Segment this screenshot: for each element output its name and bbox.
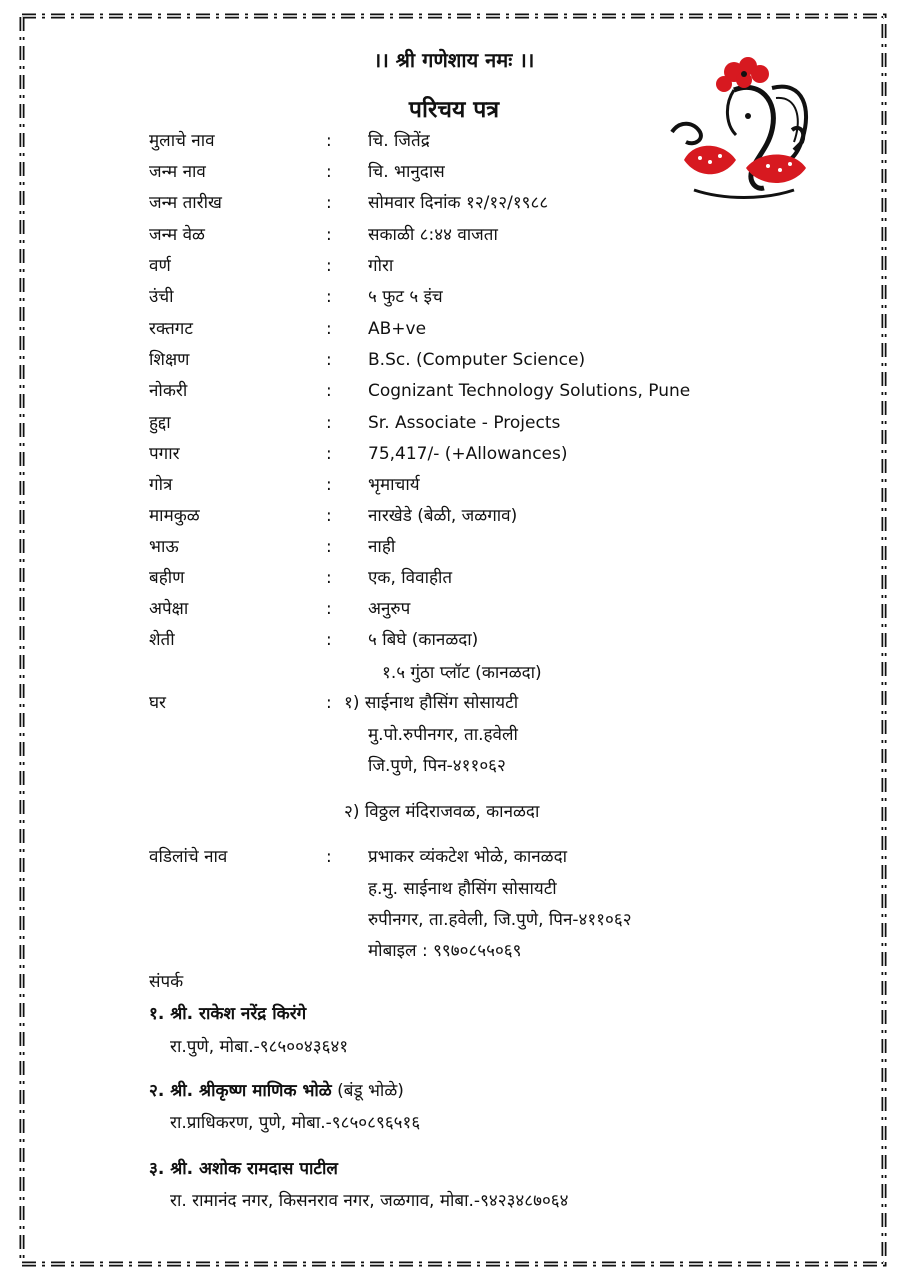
colon: : — [326, 537, 332, 557]
father-line-1: प्रभाकर व्यंकटेश भोळे, कानळदा — [368, 847, 568, 867]
value-name: चि. जितेंद्र — [368, 131, 430, 151]
label-salary: पगार — [149, 444, 180, 464]
colon: : — [326, 131, 332, 151]
invocation-heading: ।। श्री गणेशाय नमः ।। — [373, 48, 535, 72]
value-farm-plot: १.५ गुंठा प्लॉट (कानळदा) — [382, 663, 542, 683]
label-mamkul: मामकुळ — [149, 506, 200, 526]
contact-3-detail: रा. रामानंद नगर, किसनराव नगर, जळगाव, मोबा.-९४२३४८७०६४ — [170, 1191, 569, 1211]
label-education: शिक्षण — [149, 350, 190, 370]
label-designation: हुद्दा — [149, 413, 171, 433]
label-height: उंची — [149, 287, 174, 307]
label-birth-name: जन्म नाव — [149, 162, 206, 182]
contact-1-detail: रा.पुणे, मोबा.-९८५००४३६४१ — [170, 1037, 349, 1057]
page-title: परिचय पत्र — [408, 97, 500, 123]
colon: : — [326, 568, 332, 588]
label-father: वडिलांचे नाव — [149, 847, 228, 867]
label-sister: बहीण — [149, 568, 185, 588]
home-address-2: २) विठ्ठल मंदिराजवळ, कानळदा — [344, 802, 540, 822]
contact-2-nickname: (बंडू भोळे) — [337, 1081, 404, 1101]
label-gotra: गोत्र — [149, 475, 173, 495]
value-complexion: गोरा — [368, 256, 394, 276]
value-designation: Sr. Associate - Projects — [368, 413, 561, 433]
contact-2-name: २. श्री. श्रीकृष्ण माणिक भोळे — [149, 1081, 332, 1101]
label-brother: भाऊ — [149, 537, 179, 557]
value-height: ५ फुट ५ इंच — [368, 287, 443, 307]
value-expectation: अनुरुप — [368, 599, 411, 619]
value-education: B.Sc. (Computer Science) — [368, 350, 586, 370]
label-complexion: वर्ण — [149, 256, 171, 276]
contacts-heading: संपर्क — [149, 972, 184, 992]
label-name: मुलाचे नाव — [149, 131, 215, 151]
colon: : — [326, 319, 332, 339]
value-job: Cognizant Technology Solutions, Pune — [368, 381, 691, 401]
value-birth-time: सकाळी ८:४४ वाजता — [368, 225, 498, 245]
colon: : — [326, 256, 332, 276]
value-farm: ५ बिघे (कानळदा) — [368, 630, 479, 650]
contact-1-name: १. श्री. राकेश नरेंद्र किरंगे — [149, 1004, 307, 1024]
colon: : — [326, 630, 332, 650]
colon: : — [326, 847, 332, 867]
value-salary: 75,417/- (+Allowances) — [368, 444, 568, 464]
contact-3-name: ३. श्री. अशोक रामदास पाटील — [149, 1159, 338, 1179]
colon: : — [326, 444, 332, 464]
value-mamkul: नारखेडे (बेळी, जळगाव) — [368, 506, 518, 526]
colon: : — [326, 225, 332, 245]
father-mobile: मोबाइल : ९९७०८५५०६९ — [368, 941, 522, 961]
colon: : — [326, 693, 332, 713]
value-birth-name: चि. भानुदास — [368, 162, 445, 182]
colon: : — [326, 599, 332, 619]
label-farm: शेती — [149, 630, 175, 650]
value-birth-date: सोमवार दिनांक १२/१२/१९८८ — [368, 193, 549, 213]
colon: : — [326, 350, 332, 370]
label-job: नोकरी — [149, 381, 188, 401]
home-address-1-line-2: मु.पो.रुपीनगर, ता.हवेली — [368, 725, 518, 745]
colon: : — [326, 381, 332, 401]
ganesha-icon — [664, 50, 814, 210]
value-brother: नाही — [368, 537, 396, 557]
label-blood-group: रक्तगट — [149, 319, 193, 339]
colon: : — [326, 475, 332, 495]
home-address-1-line-1: १) साईनाथ हौसिंग सोसायटी — [344, 693, 519, 713]
father-line-3: रुपीनगर, ता.हवेली, जि.पुणे, पिन-४११०६२ — [368, 910, 632, 930]
colon: : — [326, 162, 332, 182]
father-line-2: ह.मु. साईनाथ हौसिंग सोसायटी — [368, 879, 557, 899]
colon: : — [326, 193, 332, 213]
colon: : — [326, 506, 332, 526]
value-gotra: भृमाचार्य — [368, 475, 420, 495]
label-birth-time: जन्म वेळ — [149, 225, 205, 245]
contact-2-name-line — [149, 1080, 404, 1102]
value-sister: एक, विवाहीत — [368, 568, 453, 588]
colon: : — [326, 413, 332, 433]
label-birth-date: जन्म तारीख — [149, 193, 222, 213]
label-home: घर — [149, 693, 166, 713]
contact-2-detail: रा.प्राधिकरण, पुणे, मोबा.-९८५०८९६५१६ — [170, 1113, 421, 1133]
label-expectation: अपेक्षा — [149, 599, 189, 619]
home-address-1-line-3: जि.पुणे, पिन-४११०६२ — [368, 756, 506, 776]
colon: : — [326, 287, 332, 307]
value-blood-group: AB+ve — [368, 319, 427, 339]
